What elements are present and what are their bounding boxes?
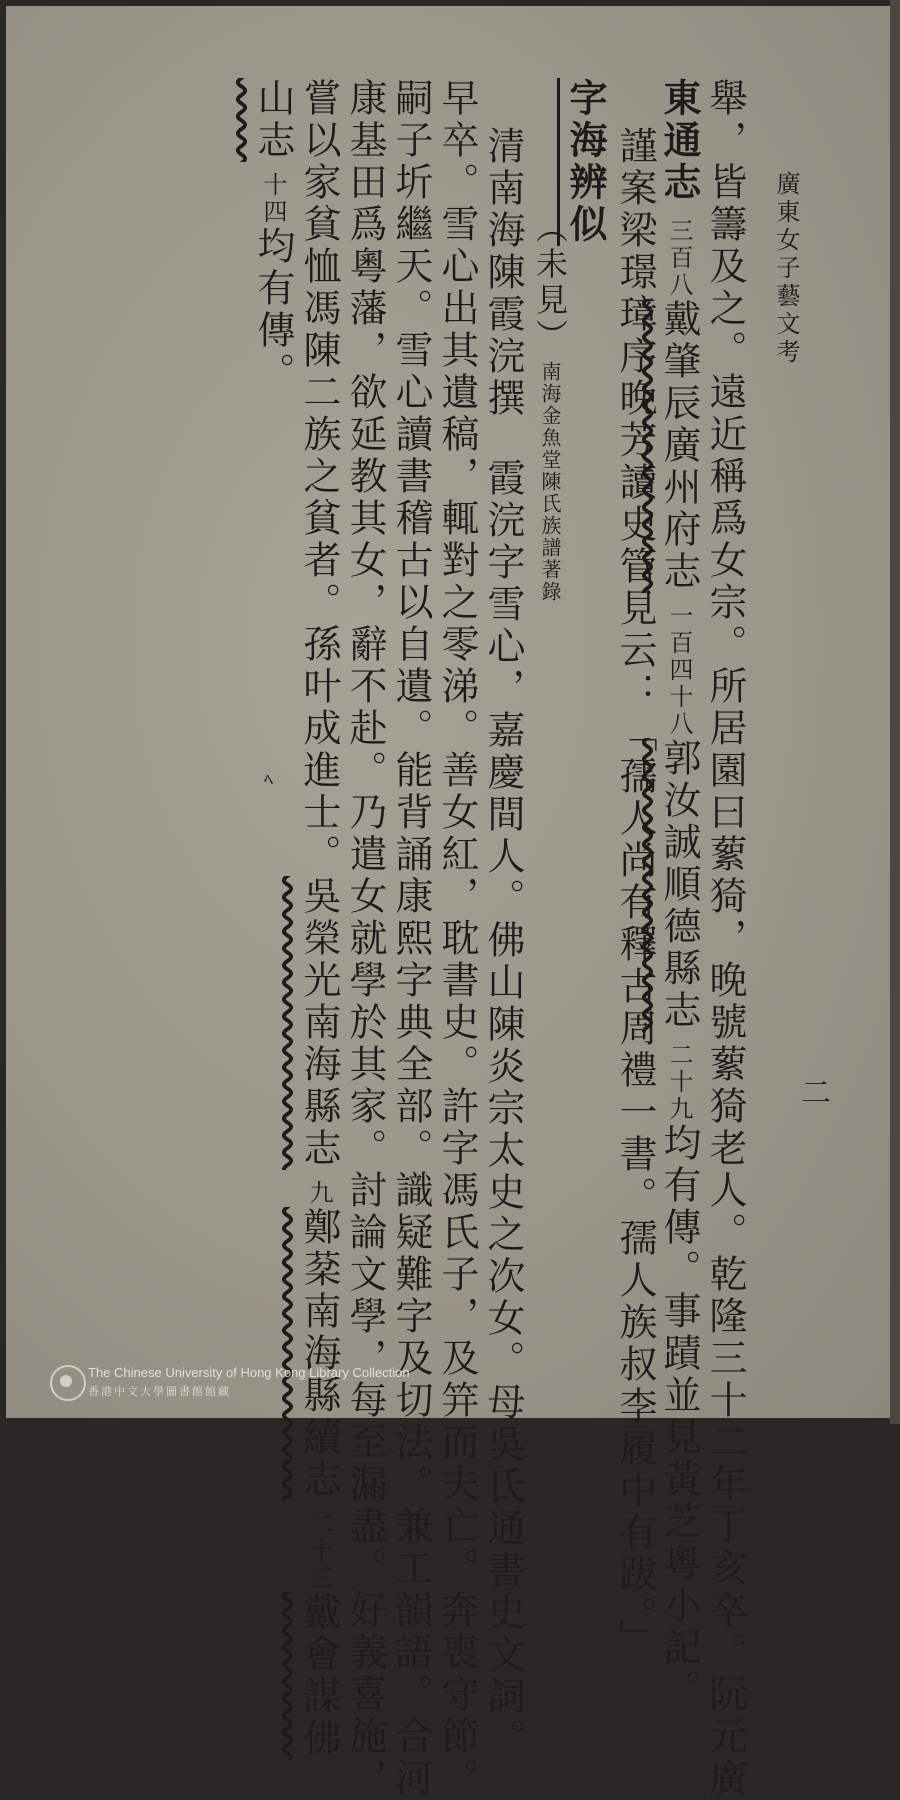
volume-note-6: 十四 (259, 172, 287, 226)
page-edge (890, 0, 900, 1424)
column-2-tail: 均有傳。事蹟並見黃芝粵小記。 (657, 1123, 701, 1711)
text-column-5 (531, 211, 569, 603)
ink-mark: ﾍ (264, 770, 273, 791)
volume-note-3: 二十九 (665, 1042, 693, 1123)
text-column-9 (343, 78, 387, 1800)
text-column-6 (481, 126, 525, 1760)
editor-note: 謹案梁璟璋序晚芳讀史管見云：「孺人尚有釋古周禮一書。孺人族叔李履中有跋。」 (613, 126, 657, 1661)
column-1-text: 舉，皆籌及之。遠近稱爲女宗。所居園曰蕠猗，晚號蕠猗老人。乾隆三十二年丁亥卒。阮元廣 (703, 78, 747, 1800)
text-column-1 (703, 78, 747, 1800)
source-title-nanhai-xianzhi: 吳榮光南海縣志 (297, 876, 341, 1170)
text-column-3 (613, 126, 657, 1661)
column-10-text: 嘗以家貧恤馮陳二族之貧者。孫叶成進士。 (297, 78, 341, 876)
text-column-11 (251, 78, 295, 394)
text-column-10 (297, 78, 341, 1760)
watermark-chinese: 香港中文大學圖書館館藏 (88, 1385, 231, 1398)
catalog-source: 南海金魚堂陳氏族譜著錄 (538, 361, 562, 603)
running-header: 廣東女子藝文考 (772, 171, 800, 367)
volume-note-4: 九 (305, 1180, 333, 1207)
volume-note-5: 二十三 (305, 1511, 333, 1592)
column-11-tail: 均有傳。 (251, 226, 295, 394)
source-title-guangzhou-fuzhi: 戴肇辰廣州府志 (657, 299, 701, 593)
column-6-text: 霞浣字雪心，嘉慶間人。佛山陳炎宗太史之次女。母吳氏通書史文詞。 (481, 458, 525, 1760)
author-line: 清南海陳霞浣撰 (481, 126, 525, 420)
watermark-english: The Chinese University of Hong Kong Library Collection (88, 1365, 410, 1380)
source-title-guangdong-tongzhi: 東通志 (657, 78, 702, 204)
book-page (6, 6, 890, 1800)
library-logo-icon (50, 1365, 86, 1401)
source-title-shunde-xianzhi: 郭汝誠順德縣志 (657, 738, 701, 1032)
page-number: 二 (801, 1076, 831, 1111)
column-9-text: 康基田爲粵藩，欲延教其女，辭不赴。乃遣女就學於其家。討論文學，每至漏盡。好義喜施， (343, 78, 387, 1800)
status-not-seen: （未見） (531, 211, 569, 355)
source-title-foshan-zhi: 山志 (251, 78, 295, 162)
volume-note-2: 一百四十八 (665, 603, 693, 738)
text-column-4 (563, 78, 608, 246)
library-watermark (50, 1363, 430, 1405)
work-title: 字海辨似 (563, 78, 608, 246)
text-column-7 (435, 78, 479, 1800)
source-title-foshan: 戴會謀佛 (297, 1592, 341, 1760)
volume-note-1: 三百八 (665, 218, 693, 299)
source-title-nanhai-xuzhi: 鄭棻南海縣續志 (297, 1207, 341, 1501)
column-7-text: 早卒。雪心出其遺稿，輒對之零涕。善女紅，耽書史。許字馮氏子，及笄而夫亡。奔喪守節。 (435, 78, 479, 1800)
text-column-2 (657, 78, 702, 1711)
text-column-8 (389, 78, 433, 1800)
column-8-text: 嗣子圻繼天。雪心讀書稽古以自遺。能背誦康熙字典全部。識疑難字及切法。兼工韻語。合河 (389, 78, 433, 1800)
